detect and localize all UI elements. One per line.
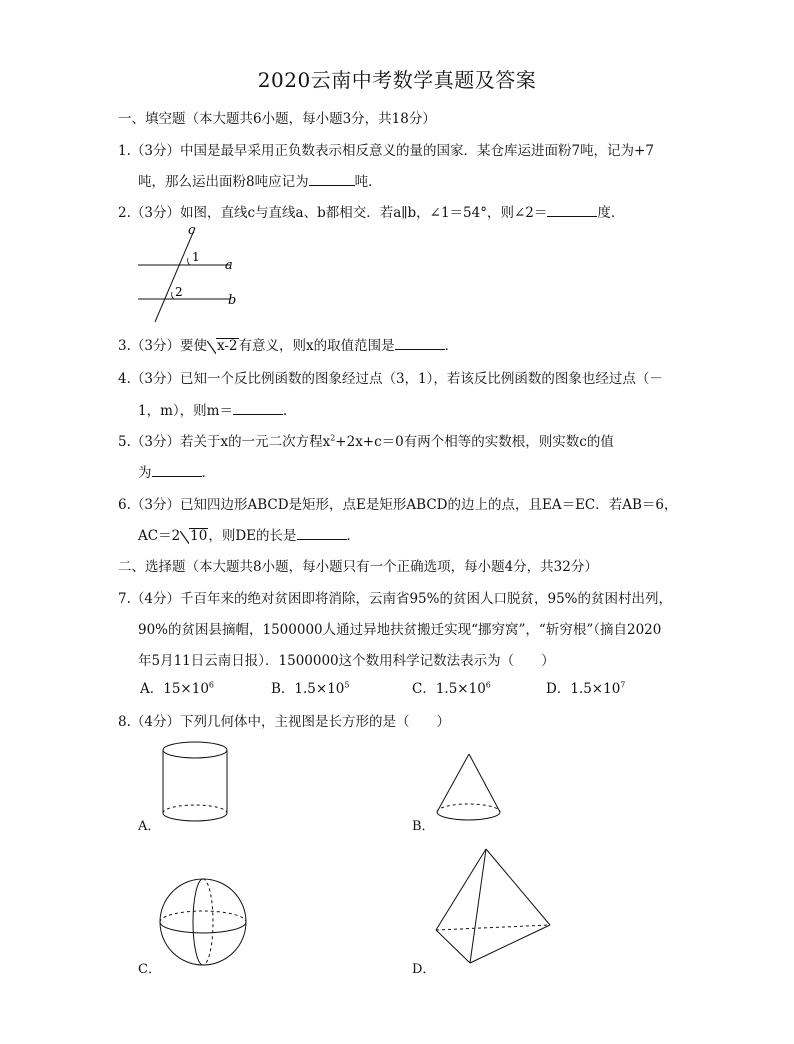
sphere-figure [156, 875, 251, 970]
question-1-line-1: 1.（3分）中国是最早采用正负数表示相反意义的量的国家．某仓库运进面粉7吨，记为+7 [118, 143, 654, 159]
q3-tail: ． [444, 338, 459, 354]
question-4-line-1: 4.（3分）已知一个反比例函数的图象经过点（3，1），若该反比例函数的图象也经过点（－ [118, 371, 663, 387]
page-title: 2020云南中考数学真题及答案 [257, 68, 537, 92]
option-a: A．$15\times 10^6$ [140, 680, 215, 697]
q3-text: 3.（3分）要使 [118, 338, 207, 354]
answer-blank [233, 402, 283, 415]
q3-mid: 有意义，则x的取值范围是 [238, 338, 395, 354]
parallel-lines-figure [130, 220, 260, 325]
question-3 [118, 334, 458, 354]
answer-blank [547, 204, 597, 217]
q5-tail: ． [201, 465, 215, 481]
q1-text: 吨，那么运出面粉8吨应记为 [138, 174, 309, 190]
question-2 [118, 201, 624, 221]
option-c: C．$1.5\times 10^6$ [412, 680, 491, 697]
figure-label-b: B． [412, 819, 435, 834]
question-7-line-2: 90%的贫困县摘帽，1500000人通过异地扶贫搬迁实现“挪穷窝”，“斩穷根”（摘自2020 [138, 622, 662, 638]
question-7-line-3: 年5月11日云南日报）．1500000这个数用科学记数法表示为（ ） [138, 653, 555, 669]
option-d: D．$1.5\times 10^7$ [546, 680, 626, 697]
line-c [155, 228, 195, 322]
q6-mid: ，则DE的长是 [208, 528, 297, 544]
question-5-line-2 [138, 461, 215, 481]
label-c: c [188, 223, 196, 238]
q2-tail: 度． [597, 205, 625, 221]
label-1: 1 [192, 250, 200, 264]
answer-blank [395, 337, 445, 350]
label-b: b [228, 293, 237, 308]
q4-tail: ． [282, 403, 297, 419]
section-heading-multiple-choice: 二、选择题（本大题共8小题，每小题只有一个正确选项，每小题4分，共32分） [118, 559, 598, 575]
radicand: 10 [190, 528, 208, 544]
figure-label-d: D． [412, 962, 436, 977]
q1-tail: 吨． [354, 174, 382, 190]
option-b: B．$1.5\times 10^5$ [271, 680, 350, 697]
answer-blank [297, 527, 347, 540]
question-6-line-2 [138, 524, 360, 544]
radicand: x-2 [216, 338, 238, 354]
exponent: 2 [330, 433, 336, 443]
angle-1-arc [188, 258, 190, 265]
q5-text-cont: +2x+c＝0有两个相等的实数根，则实数c的值 [335, 434, 614, 450]
question-5-line-1 [118, 430, 614, 450]
cylinder-figure [155, 740, 240, 825]
q2-text: 2.（3分）如图，直线c与直线a、b都相交．若a∥b，∠1＝54°，则∠2＝ [118, 205, 548, 221]
cone-figure [432, 748, 507, 828]
question-6-line-1: 6.（3分）已知四边形ABCD是矩形，点E是矩形ABCD的边上的点，且EA＝EC．若AB＝6， [118, 497, 678, 513]
answer-blank [152, 464, 202, 477]
angle-2-arc [172, 292, 174, 299]
question-1-line-2 [138, 170, 382, 190]
label-2: 2 [175, 285, 183, 299]
question-4-line-2 [138, 399, 296, 419]
q5-text: 5.（3分）若关于x的一元二次方程x [118, 434, 331, 450]
label-a: a [225, 258, 233, 273]
sqrt-expression [207, 338, 239, 354]
q4-text: 1，m），则m＝ [138, 403, 233, 419]
q6-tail: ． [346, 528, 361, 544]
answer-blank [309, 173, 355, 186]
section-heading-fill-in: 一、填空题（本大题共6小题，每小题3分，共18分） [118, 111, 436, 127]
sqrt-expression [180, 528, 208, 544]
question-8: 8.（4分）下列几何体中，主视图是长方形的是（ ） [118, 714, 450, 730]
q5-wei: 为 [138, 465, 152, 481]
figure-label-c: C． [138, 962, 161, 977]
question-7-line-1: 7.（4分）千百年来的绝对贫困即将消除，云南省95%的贫困人口脱贫，95%的贫困村出列， [118, 591, 672, 607]
q6-text: AC＝2 [138, 528, 181, 544]
pyramid-figure [428, 845, 558, 970]
figure-label-a: A． [138, 819, 161, 834]
